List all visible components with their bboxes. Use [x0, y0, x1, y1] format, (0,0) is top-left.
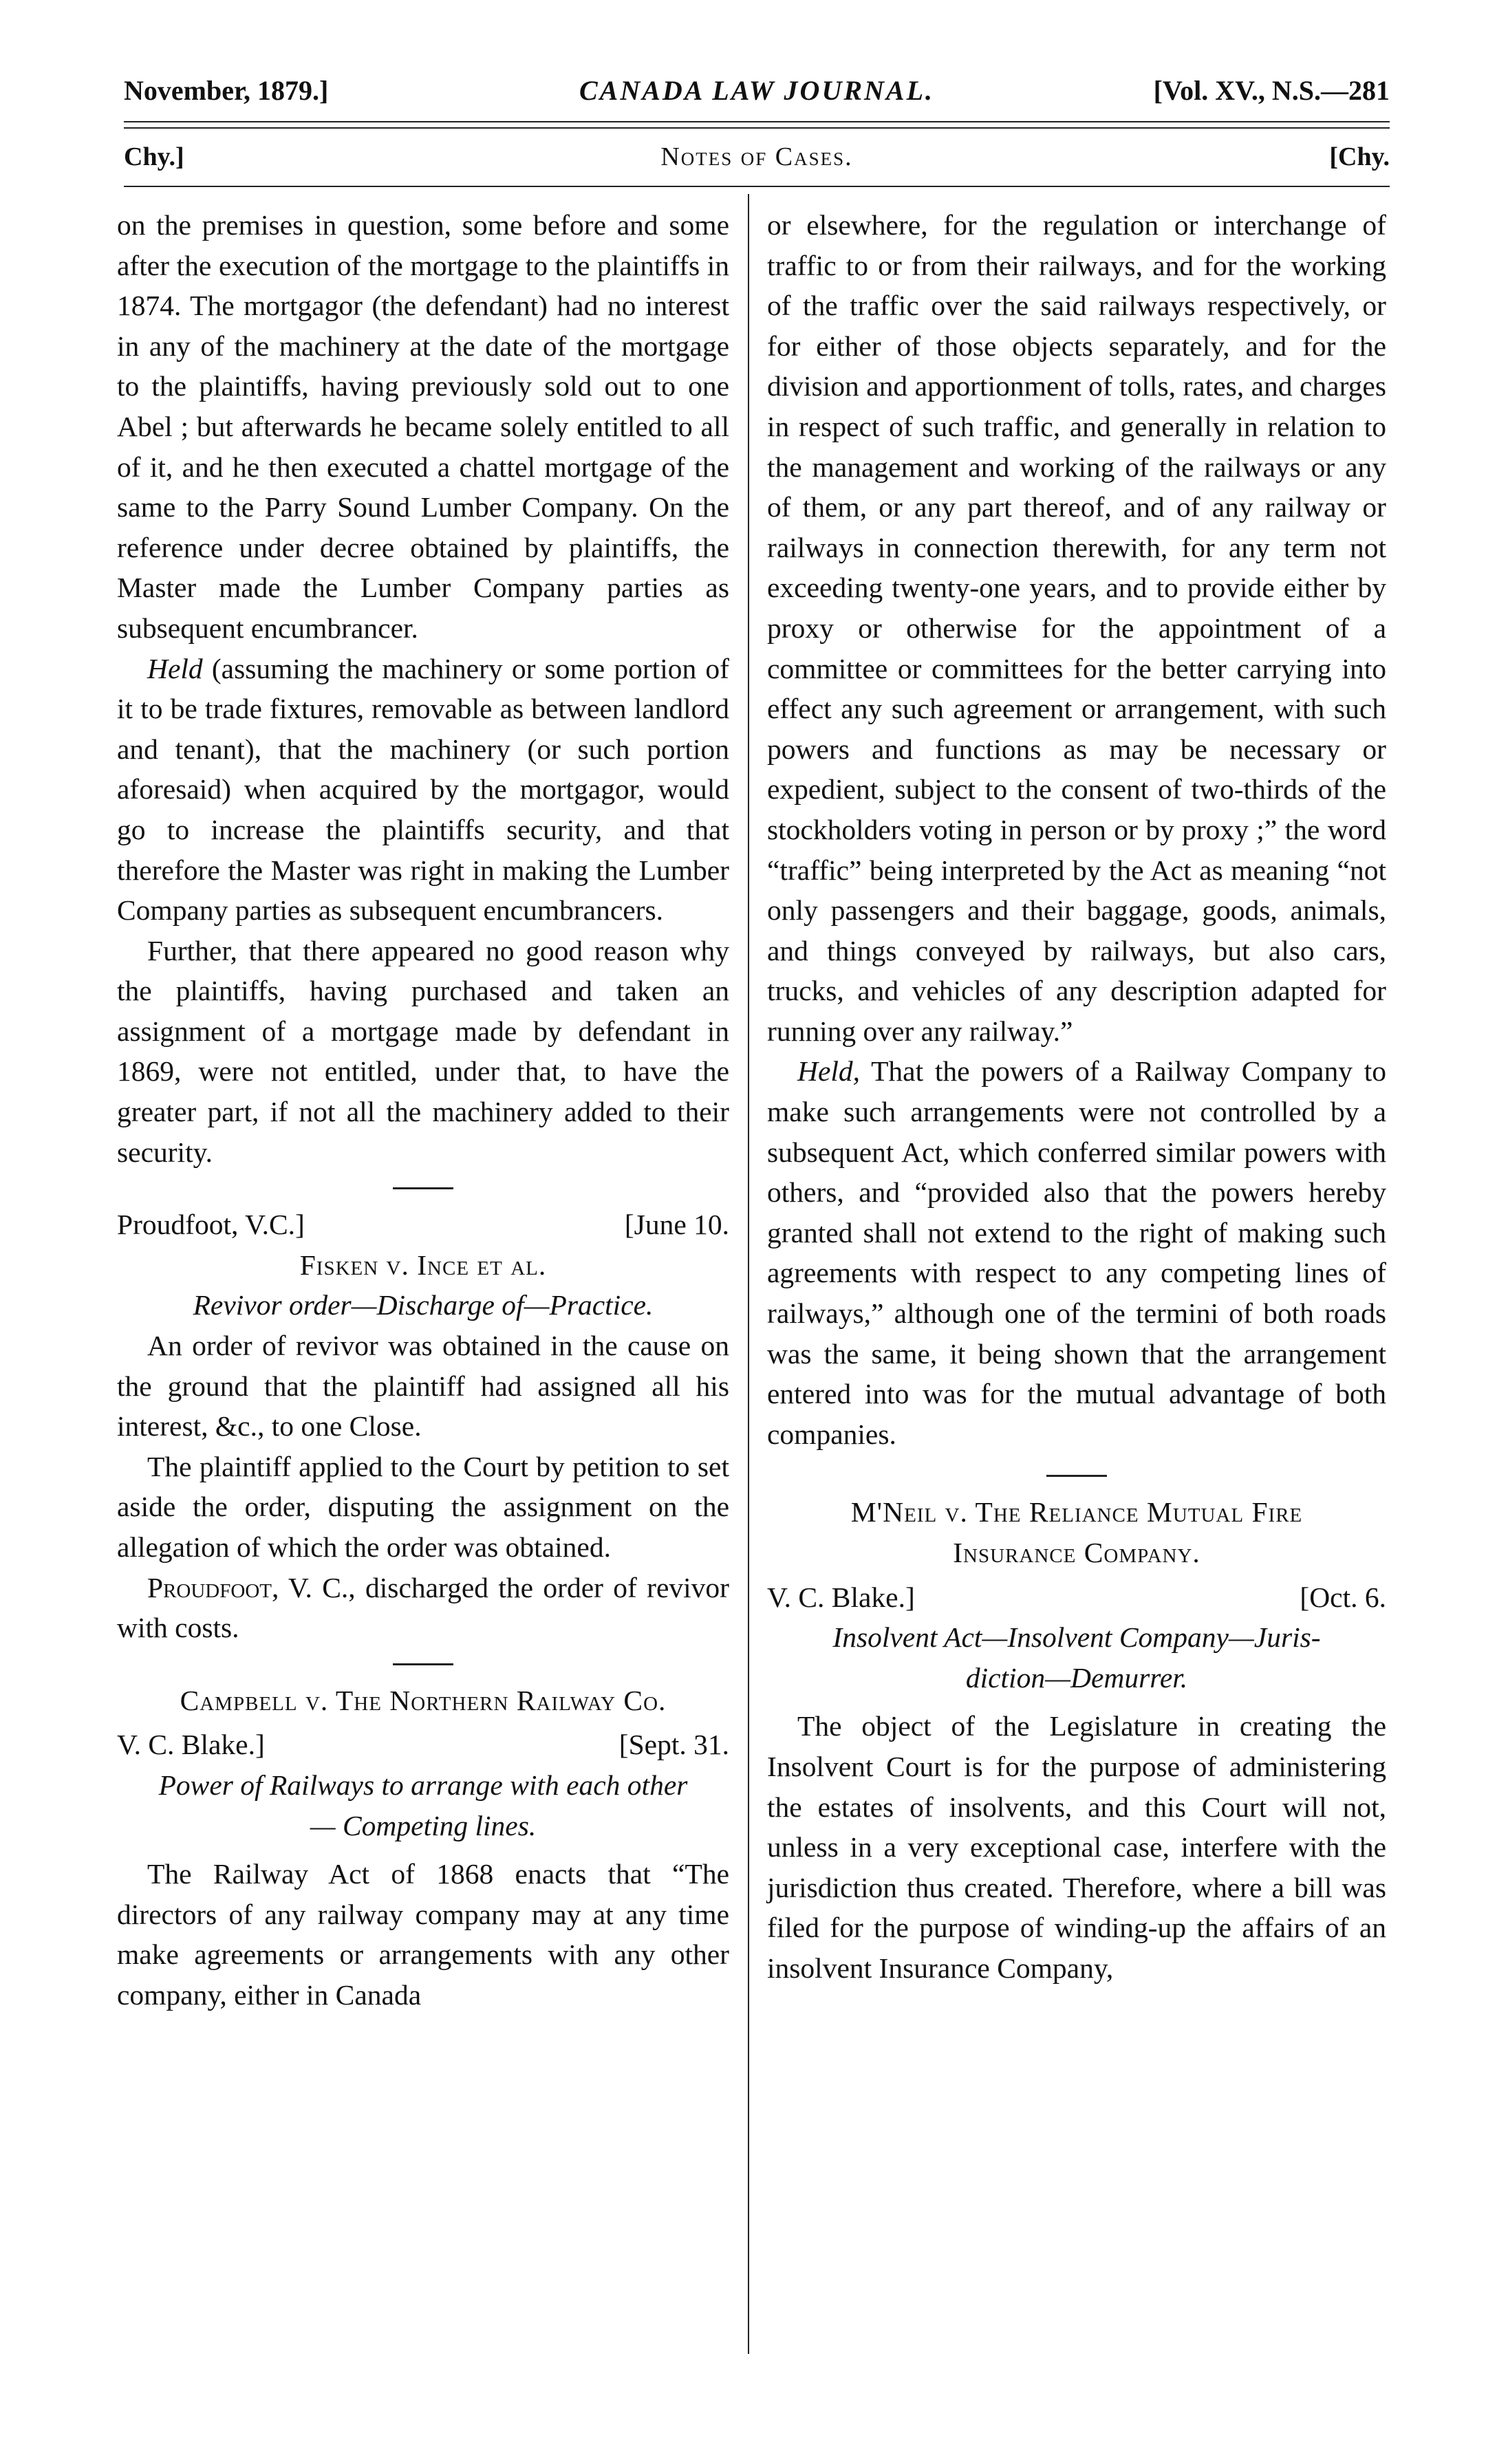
case-separator [393, 1187, 453, 1189]
case-title: Insurance Company. [953, 1537, 1200, 1568]
section-title: Notes of Cases. [660, 142, 853, 171]
case-judge: V. C. Blake.] [117, 1729, 265, 1761]
running-header [124, 74, 1390, 113]
header-journal-title: CANADA LAW JOURNAL. [579, 75, 935, 106]
ruling-paragraph [117, 1568, 729, 1648]
paragraph: Further, that there appeared no good reason why the plaintiffs, having purchased and taken an assignment of a mortgage made by defendant in 1869, were not entitled, under that, to have the greater part, if not all the machinery added to their security. [117, 934, 729, 1168]
held-text: (assuming the machinery or some portion of it to be trade fixtures, removable as between landlord and tenant), that the machinery (or such portion aforesaid) when acquired by the mortgagor, would go to increase the plaintiffs security, and that therefore the Master was right in making the Lumber Company parties as subsequent encumbrancers. [117, 652, 729, 927]
case-subtitle: Insolvent Act—Insolvent Company—Juris- [832, 1621, 1321, 1654]
held-paragraph [767, 1051, 1386, 1454]
section-header [124, 142, 1390, 177]
case-subtitle: Revivor order—Discharge of—Practice. [193, 1289, 654, 1321]
case-date: [Oct. 6. [1300, 1581, 1386, 1613]
header-volume-page: [Vol. XV., N.S.—281 [1153, 75, 1390, 106]
ruling-text: , V. C., discharged the order of revivor with costs. [117, 1571, 729, 1644]
left-column [117, 205, 729, 2015]
section-court-right: [Chy. [1329, 142, 1390, 171]
case-title: M'Neil v. The Reliance Mutual Fire [850, 1496, 1303, 1528]
header-double-rule [124, 121, 1390, 129]
held-paragraph [117, 649, 729, 931]
case-date: [Sept. 31. [618, 1729, 729, 1761]
paragraph: The Railway Act of 1868 enacts that “The directors of any railway company may at any time make agreements or arrangements with any other company, either in Canada [117, 1858, 729, 2011]
paragraph: An order of revivor was obtained in the cause on the ground that the plaintiff had assigned all his interest, &c., to one Close. [117, 1330, 729, 1442]
case-subtitle: — Competing lines. [310, 1809, 537, 1841]
case-judge-line [767, 1577, 1386, 1618]
held-label: Held, [797, 1055, 861, 1088]
case-separator [393, 1663, 453, 1665]
case-judge: V. C. Blake.] [767, 1581, 915, 1613]
section-court-left: Chy.] [124, 142, 184, 171]
case-separator [1046, 1475, 1107, 1477]
case-judge-line [117, 1725, 729, 1765]
held-text: That the powers of a Railway Company to make such arrangements were not controlled by a subsequent Act, which conferred similar powers with others, and “provided also that the powers hereby granted shall not extend to the right of making such agreements with respect to any competing lines of railways,” although one of the termini of both roads was the same, it being shown that the arrangement entered into was for the mutual advantage of both companies. [767, 1055, 1386, 1450]
paragraph: The plaintiff applied to the Court by petition to set aside the order, disputing the assignment on the allegation of which the order was obtained. [117, 1450, 729, 1563]
case-judge: Proudfoot, V.C.] [117, 1209, 305, 1241]
header-date: November, 1879.] [124, 75, 329, 106]
paragraph: on the premises in question, some before and some after the execution of the mortgage to the plaintiffs in 1874. The mortgagor (the defendant) had no interest in any of the machinery at the date of the mortgage to the plaintiffs, having previously sold out to one Abel ; but afterwards he became solely entitled to all of it, and he then executed a chattel mortgage of the same to the Parry Sound Lumber Company. On the reference under decree obtained by plaintiffs, the Master made the Lumber Company parties as subsequent encumbrancer. [117, 209, 729, 644]
held-label: Held [147, 652, 203, 684]
right-column [767, 205, 1386, 1989]
section-rule [124, 186, 1390, 187]
case-title: Campbell v. The Northern Railway Co. [180, 1684, 667, 1716]
judge-name: Proudfoot [147, 1571, 272, 1603]
paragraph: The object of the Legislature in creating the Insolvent Court is for the purpose of administering the estates of insolvents, and this Court will not, unless in a very exceptional case, interfere with the jurisdiction thus created. Therefore, where a bill was filed for the purpose of winding-up the affairs of an insolvent Insurance Company, [767, 1710, 1386, 1984]
case-date: [June 10. [624, 1209, 729, 1241]
case-judge-line [117, 1204, 729, 1245]
paragraph: or elsewhere, for the regulation or interchange of traffic to or from their railways, and for the working of the traffic over the said railways respectively, or for either of those objects separately, and for the division and apportionment of tolls, rates, and charges in respect of such traffic, and generally in relation to the management and working of the railways or any of them, or any part thereof, and of any railway or railways in connection therewith, for any term not exceeding twenty-one years, and to provide either by proxy or otherwise for the appointment of a committee or committees for the better carrying into effect any such agreement or arrangement, with such powers and functions as may be necessary or expedient, subject to the consent of two-thirds of the stockholders voting in person or by proxy ;” the word “traffic” being interpreted by the Act as meaning “not only passengers and their baggage, goods, animals, and things conveyed by railways, but also cars, trucks, and vehicles of any description adapted for running over any railway.” [767, 209, 1386, 1047]
column-divider [748, 194, 749, 2354]
case-title: Fisken v. Ince et al. [299, 1249, 547, 1281]
case-subtitle: diction—Demurrer. [965, 1661, 1188, 1694]
case-subtitle: Power of Railways to arrange with each other [158, 1769, 688, 1801]
